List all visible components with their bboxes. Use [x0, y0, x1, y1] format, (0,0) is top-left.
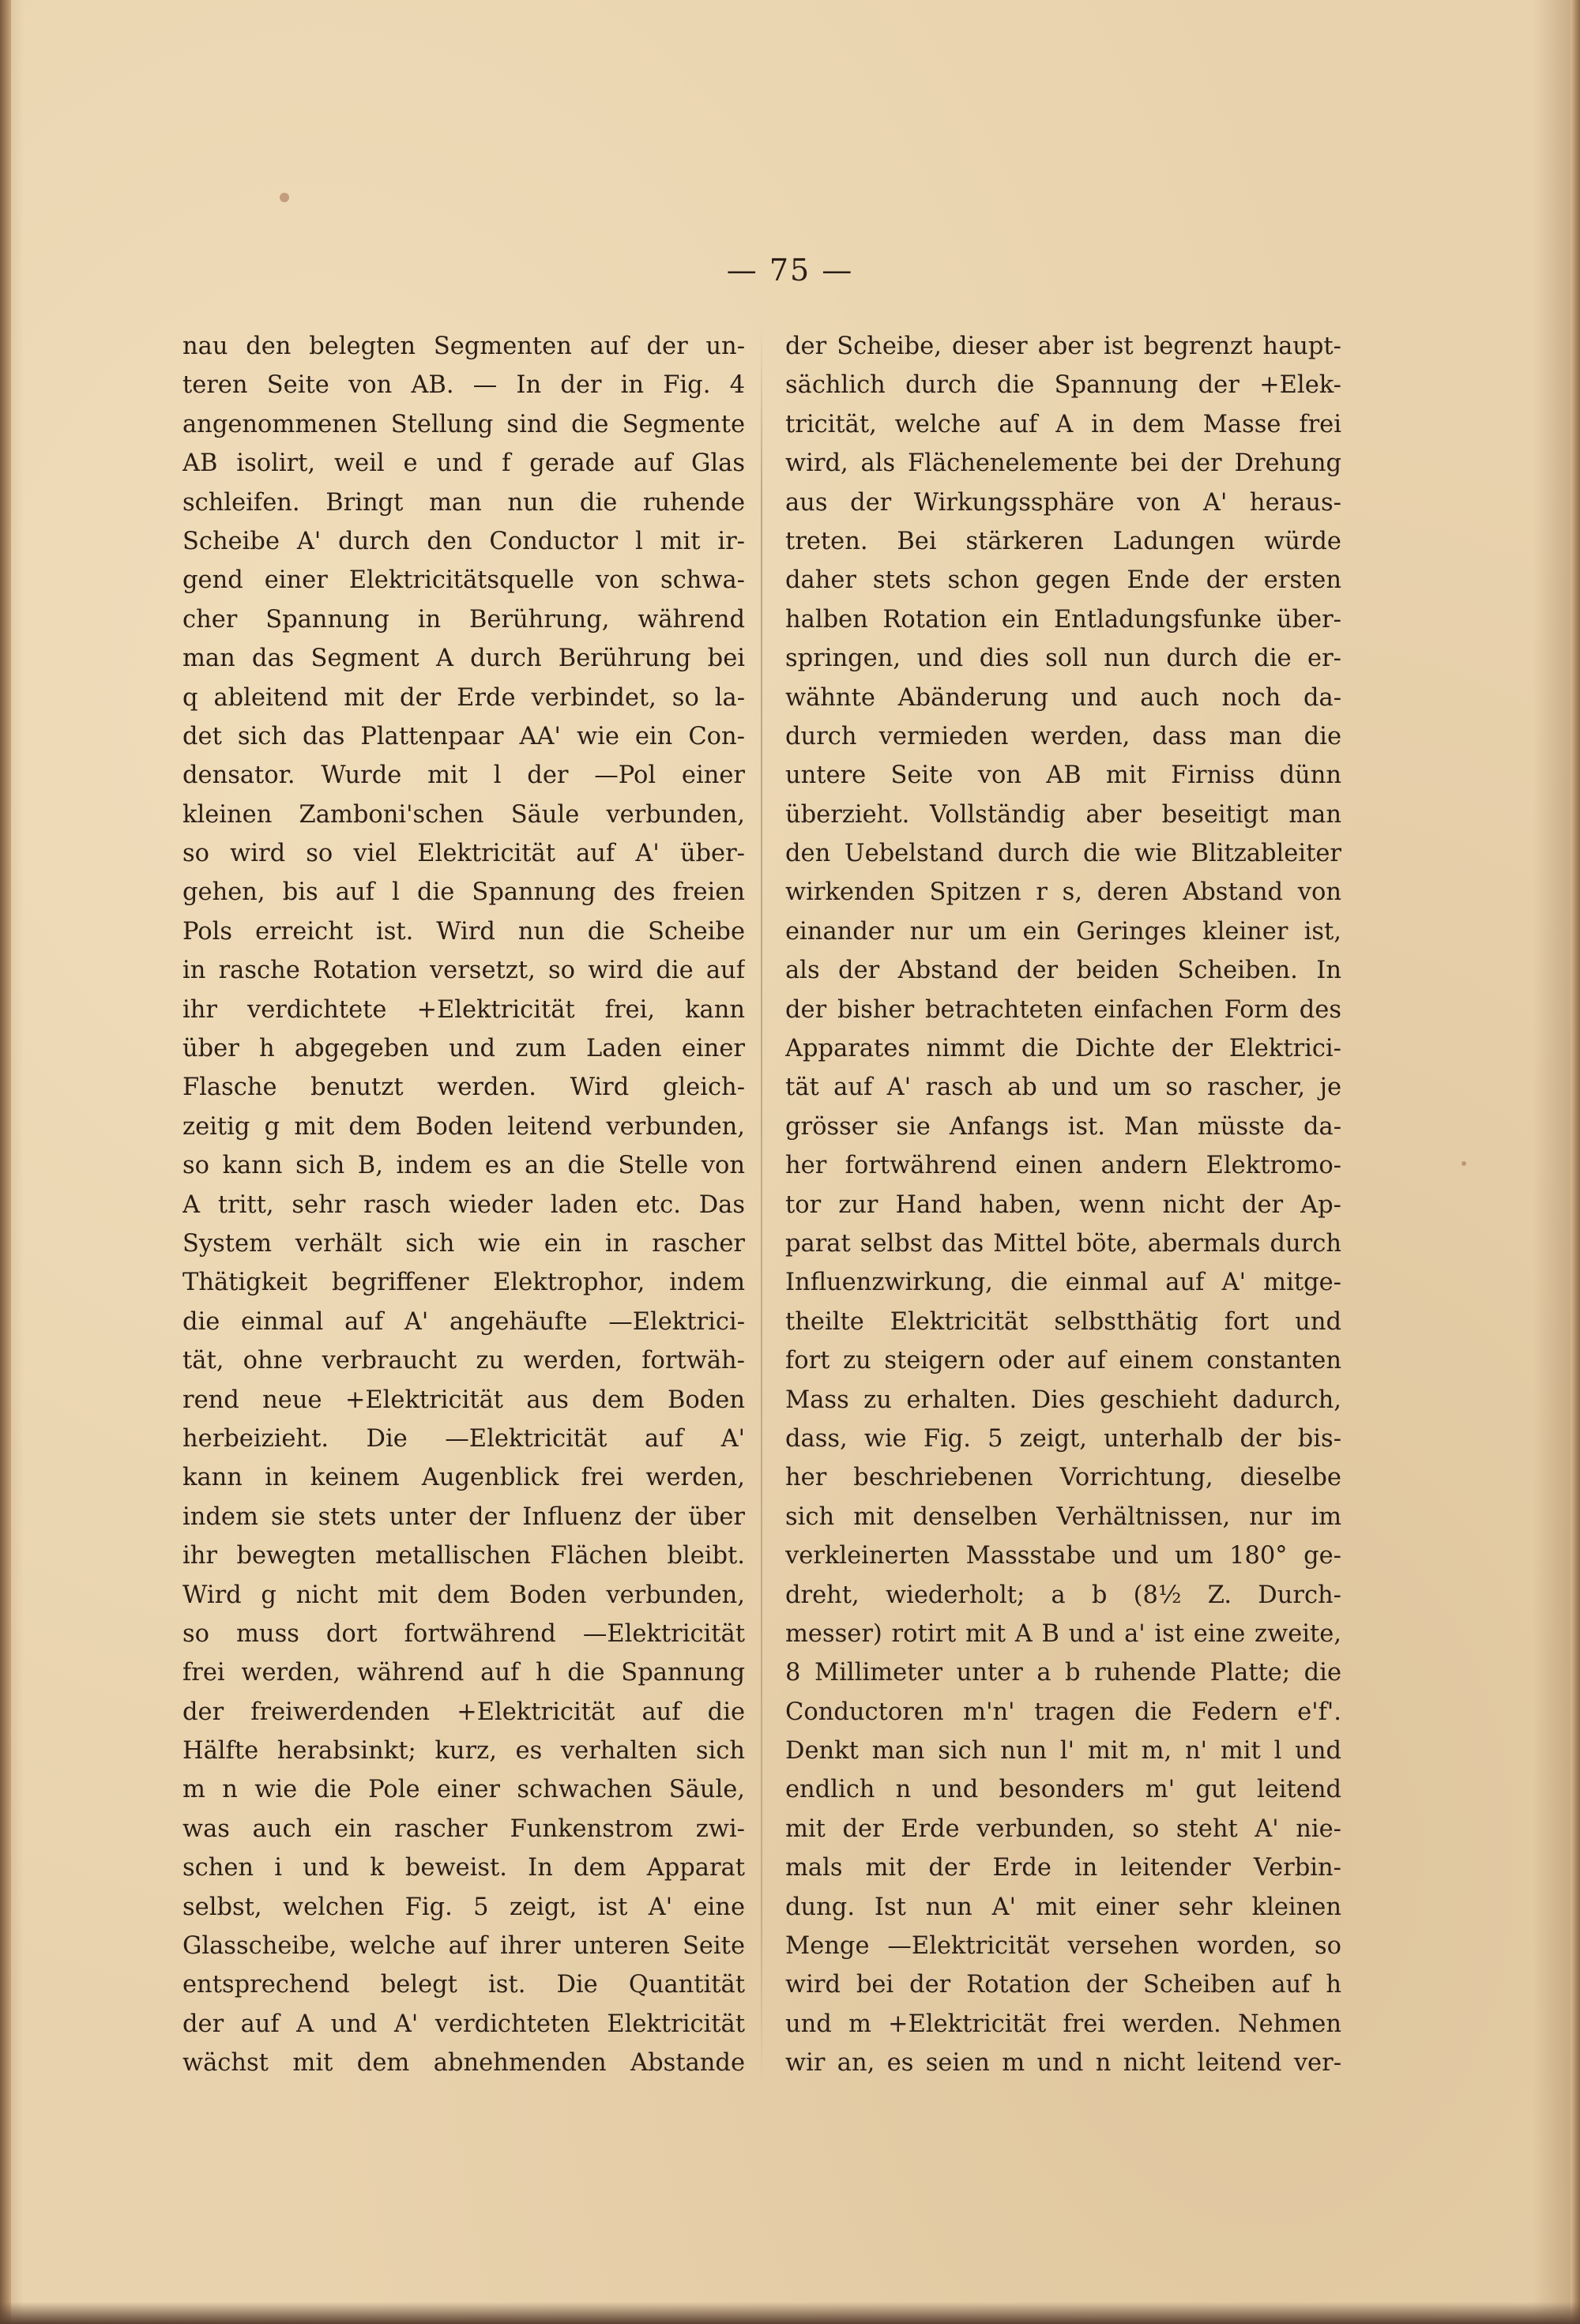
text-line-content: 8 Millimeter unter a b ruhende Platte; die: [785, 1659, 1341, 1687]
text-line: [182, 834, 745, 873]
text-line-content: nau den belegten Segmenten auf der un-: [182, 333, 745, 360]
text-line-content: mit der Erde verbunden, so steht A' nie-: [785, 1814, 1341, 1843]
text-line-content: selbst, welchen Fig. 5 zeigt, ist A' eine: [182, 1893, 745, 1921]
text-line: [182, 1107, 745, 1146]
text-line: [785, 561, 1341, 600]
text-line: [785, 1303, 1341, 1341]
text-line: [182, 600, 745, 639]
text-line-content: treten. Bei stärkeren Ladungen würde: [785, 527, 1341, 555]
text-line-content: endlich n und besonders m' gut leitend: [785, 1776, 1341, 1804]
text-line: [785, 1615, 1341, 1653]
text-line: [785, 1693, 1341, 1732]
text-line-content: so muss dort fortwährend —Elektricität: [182, 1619, 745, 1648]
text-line-content: rend neue +Elektricität aus dem Boden: [182, 1386, 745, 1414]
text-line-content: halben Rotation ein Entladungsfunke über-: [785, 605, 1341, 634]
text-line: [785, 1927, 1341, 1965]
text-line-content: theilte Elektricität selbstthätig fort und: [785, 1307, 1341, 1336]
text-line: [785, 756, 1341, 795]
text-line-content: frei werden, während auf h die Spannung: [182, 1659, 745, 1687]
text-line-content: dreht, wiederholt; a b (8½ Z. Durch-: [785, 1581, 1341, 1609]
text-line-content: durch vermieden werden, dass man die: [785, 722, 1341, 750]
text-line: [182, 1576, 745, 1615]
text-line: [785, 1770, 1341, 1809]
text-line-content: daher stets schon gegen Ende der ersten: [785, 566, 1341, 595]
text-line: [785, 1458, 1341, 1497]
text-line-content: det sich das Plattenpaar AA' wie ein Con-: [182, 722, 745, 750]
text-line-content: Influenzwirkung, die einmal auf A' mitge-: [785, 1269, 1341, 1297]
text-line-content: und m +Elektricität frei werden. Nehmen: [785, 2010, 1341, 2038]
text-line: [785, 1107, 1341, 1146]
text-line-content: zeitig g mit dem Boden leitend verbunden,: [182, 1112, 745, 1141]
text-line-content: springen, und dies soll nun durch die er-: [785, 645, 1341, 673]
text-line: [785, 1381, 1341, 1420]
text-line-content: als der Abstand der beiden Scheiben. In: [785, 957, 1341, 985]
text-line-content: wird bei der Rotation der Scheiben auf h: [785, 1971, 1341, 1999]
text-line-content: einander nur um ein Geringes kleiner ist,: [785, 917, 1341, 946]
text-line: [182, 1146, 745, 1185]
text-line-content: messer) rotirt mit A B und a' ist eine zweite,: [785, 1619, 1341, 1648]
text-line: [785, 1146, 1341, 1185]
text-line-content: m n wie die Pole einer schwachen Säule,: [182, 1776, 745, 1804]
text-line-content: ihr bewegten metallischen Flächen bleibt.: [182, 1542, 745, 1570]
text-line-content: wir an, es seien m und n nicht leitend ver-: [785, 2049, 1341, 2078]
text-line: [785, 951, 1341, 990]
text-line: [785, 1653, 1341, 1692]
text-line: [182, 1420, 745, 1458]
text-line-content: aus der Wirkungssphäre von A' heraus-: [785, 488, 1341, 517]
text-line: [182, 1965, 745, 2004]
text-line-content: dass, wie Fig. 5 zeigt, unterhalb der bis-: [785, 1424, 1341, 1453]
text-line-content: in rasche Rotation versetzt, so wird die auf: [182, 957, 745, 985]
text-line: [182, 1498, 745, 1536]
text-line: [182, 717, 745, 756]
text-line-content: man das Segment A durch Berührung bei: [182, 645, 745, 673]
text-line-content: verkleinerten Massstabe und um 180° ge-: [785, 1542, 1341, 1570]
page-bottom-edge: [0, 2302, 1580, 2324]
text-line-content: teren Seite von AB. — In der in Fig. 4: [182, 371, 745, 400]
text-line-content: Glasscheibe, welche auf ihrer unteren Seite: [182, 1932, 745, 1961]
text-line-content: Scheibe A' durch den Conductor l mit ir-: [182, 527, 745, 555]
text-line-content: Conductoren m'n' tragen die Federn e'f'.: [785, 1698, 1341, 1726]
text-line: [182, 1224, 745, 1263]
text-line: [182, 2044, 745, 2082]
text-line-content: tricität, welche auf A in dem Masse frei: [785, 410, 1341, 438]
text-line-content: Denkt man sich nun l' mit m, n' mit l und: [785, 1737, 1341, 1766]
text-line-content: wirkenden Spitzen r s, deren Abstand von: [785, 878, 1341, 907]
left-text-column: [182, 327, 745, 2083]
text-line: [182, 1458, 745, 1497]
text-line: [182, 1303, 745, 1341]
text-line: [182, 1810, 745, 1848]
text-line: [785, 2044, 1341, 2082]
text-line: [182, 1381, 745, 1420]
right-text-column: [785, 327, 1341, 2083]
text-line: [785, 1732, 1341, 1770]
text-line: [182, 951, 745, 990]
text-line-content: Pols erreicht ist. Wird nun die Scheibe: [182, 917, 745, 946]
text-line: [182, 756, 745, 795]
text-line-content: Mass zu erhalten. Dies geschieht dadurch,: [785, 1386, 1341, 1414]
text-line-content: gehen, bis auf l die Spannung des freien: [182, 878, 745, 907]
text-line-content: A tritt, sehr rasch wieder laden etc. Das: [182, 1190, 745, 1219]
text-line: [182, 1693, 745, 1732]
page-left-edge: [0, 0, 11, 2324]
text-line-content: mals mit der Erde in leitender Verbin-: [785, 1854, 1341, 1882]
text-line: [785, 522, 1341, 561]
text-line: [785, 483, 1341, 522]
text-line-content: tor zur Hand haben, wenn nicht der Ap-: [785, 1190, 1341, 1219]
text-line: [785, 1810, 1341, 1848]
text-line-content: fort zu steigern oder auf einem constanten: [785, 1347, 1341, 1375]
paper-speck: [280, 193, 289, 202]
text-line-content: Menge —Elektricität versehen worden, so: [785, 1932, 1341, 1961]
text-line-content: angenommenen Stellung sind die Segmente: [182, 410, 745, 438]
text-line-content: schen i und k beweist. In dem Apparat: [182, 1854, 745, 1882]
text-line-content: untere Seite von AB mit Firniss dünn: [785, 762, 1341, 790]
text-line-content: entsprechend belegt ist. Die Quantität: [182, 1971, 745, 1999]
text-line: [785, 2005, 1341, 2044]
text-line-content: sächlich durch die Spannung der +Elek-: [785, 371, 1341, 400]
text-line-content: Thätigkeit begriffener Elektrophor, indem: [182, 1269, 745, 1297]
text-line: [182, 366, 745, 404]
text-line-content: den Uebelstand durch die wie Blitzableiter: [785, 840, 1341, 868]
text-line: [785, 1186, 1341, 1224]
text-line: [785, 1848, 1341, 1887]
text-line: [785, 1224, 1341, 1263]
text-line-content: der auf A und A' verdichteten Elektricität: [182, 2010, 745, 2038]
text-line: [182, 795, 745, 834]
text-line: [182, 522, 745, 561]
text-line: [785, 1420, 1341, 1458]
text-line-content: der Scheibe, dieser aber ist begrenzt haupt-: [785, 333, 1341, 360]
text-line-content: ihr verdichtete +Elektricität frei, kann: [182, 995, 745, 1024]
text-line: [785, 795, 1341, 834]
text-line-content: Wird g nicht mit dem Boden verbunden,: [182, 1581, 745, 1609]
text-line-content: Hälfte herabsinkt; kurz, es verhalten sich: [182, 1737, 745, 1766]
text-line: [182, 1341, 745, 1380]
text-line: [182, 1927, 745, 1965]
text-line-content: tät, ohne verbraucht zu werden, fortwäh-: [182, 1347, 745, 1375]
text-line-content: q ableitend mit der Erde verbindet, so la-: [182, 683, 745, 712]
text-line: [785, 1068, 1341, 1107]
text-line-content: dung. Ist nun A' mit einer sehr kleinen: [785, 1893, 1341, 1921]
paper-speck: [1462, 1161, 1466, 1166]
text-line-content: cher Spannung in Berührung, während: [182, 605, 745, 634]
text-line: [182, 483, 745, 522]
text-line-content: herbeizieht. Die —Elektricität auf A': [182, 1424, 745, 1453]
text-line: [785, 366, 1341, 404]
text-line-content: überzieht. Vollständig aber beseitigt man: [785, 800, 1341, 829]
text-line: [182, 1263, 745, 1302]
text-line: [182, 444, 745, 483]
text-line: [182, 1536, 745, 1575]
text-line: [785, 600, 1341, 639]
text-line-content: parat selbst das Mittel böte, abermals durch: [785, 1229, 1341, 1258]
text-line: [785, 1888, 1341, 1927]
page-right-edge: [1571, 0, 1580, 2324]
text-line: [785, 834, 1341, 873]
text-line: [182, 679, 745, 717]
column-divider: [761, 325, 762, 2087]
text-line-content: wird, als Flächenelemente bei der Drehung: [785, 449, 1341, 478]
text-line: [182, 1770, 745, 1809]
text-line: [785, 1498, 1341, 1536]
text-line: [785, 327, 1341, 366]
text-line: [182, 2005, 745, 2044]
text-line: [785, 1576, 1341, 1615]
text-line: [182, 561, 745, 600]
text-line: [182, 1653, 745, 1692]
text-line: [785, 1965, 1341, 2004]
text-line-content: gend einer Elektricitätsquelle von schwa-: [182, 566, 745, 595]
text-line-content: AB isolirt, weil e und f gerade auf Glas: [182, 449, 745, 478]
text-line: [785, 1029, 1341, 1068]
text-line-content: her fortwährend einen andern Elektromo-: [785, 1152, 1341, 1180]
text-line-content: so kann sich B, indem es an die Stelle von: [182, 1152, 745, 1180]
text-line: [182, 1615, 745, 1653]
text-line: [182, 1186, 745, 1224]
text-line: [785, 717, 1341, 756]
text-line-content: der bisher betrachteten einfachen Form des: [785, 995, 1341, 1024]
text-line: [182, 639, 745, 678]
text-line-content: tät auf A' rasch ab und um so rascher, je: [785, 1074, 1341, 1102]
text-line-content: was auch ein rascher Funkenstrom zwi-: [182, 1814, 745, 1843]
text-line: [785, 444, 1341, 483]
text-line: [785, 1341, 1341, 1380]
text-line: [182, 873, 745, 912]
text-line: [785, 405, 1341, 444]
text-line-content: densator. Wurde mit l der —Pol einer: [182, 762, 745, 790]
text-line: [182, 327, 745, 366]
text-line: [785, 1263, 1341, 1302]
text-line-content: Apparates nimmt die Dichte der Elektrici-: [785, 1035, 1341, 1063]
text-line: [182, 1029, 745, 1068]
text-line-content: über h abgegeben und zum Laden einer: [182, 1035, 745, 1063]
text-line: [182, 1732, 745, 1770]
text-line-content: indem sie stets unter der Influenz der über: [182, 1502, 745, 1531]
text-line: [785, 639, 1341, 678]
text-line-content: so wird so viel Elektricität auf A' über-: [182, 840, 745, 868]
text-line-content: kann in keinem Augenblick frei werden,: [182, 1464, 745, 1492]
text-line: [785, 873, 1341, 912]
text-line-content: schleifen. Bringt man nun die ruhende: [182, 488, 745, 517]
text-line-content: grösser sie Anfangs ist. Man müsste da-: [785, 1112, 1341, 1141]
text-line: [785, 679, 1341, 717]
text-line: [182, 1068, 745, 1107]
text-line: [182, 912, 745, 951]
text-line-content: Flasche benutzt werden. Wird gleich-: [182, 1074, 745, 1102]
text-line-content: wähnte Abänderung und auch noch da-: [785, 683, 1341, 712]
text-line-content: her beschriebenen Vorrichtung, dieselbe: [785, 1464, 1341, 1492]
text-line: [182, 405, 745, 444]
text-line-content: sich mit denselben Verhältnissen, nur im: [785, 1502, 1341, 1531]
text-line: [182, 1888, 745, 1927]
text-line-content: kleinen Zamboni'schen Säule verbunden,: [182, 800, 745, 829]
text-line: [182, 991, 745, 1029]
text-line: [182, 1848, 745, 1887]
text-line-content: wächst mit dem abnehmenden Abstande: [182, 2049, 745, 2078]
text-line: [785, 912, 1341, 951]
text-line: [785, 1536, 1341, 1575]
page-number: — 75 —: [726, 253, 854, 288]
text-line-content: der freiwerdenden +Elektricität auf die: [182, 1698, 745, 1726]
text-line-content: System verhält sich wie ein in rascher: [182, 1229, 745, 1258]
text-line-content: die einmal auf A' angehäufte —Elektrici-: [182, 1307, 745, 1336]
text-line: [785, 991, 1341, 1029]
